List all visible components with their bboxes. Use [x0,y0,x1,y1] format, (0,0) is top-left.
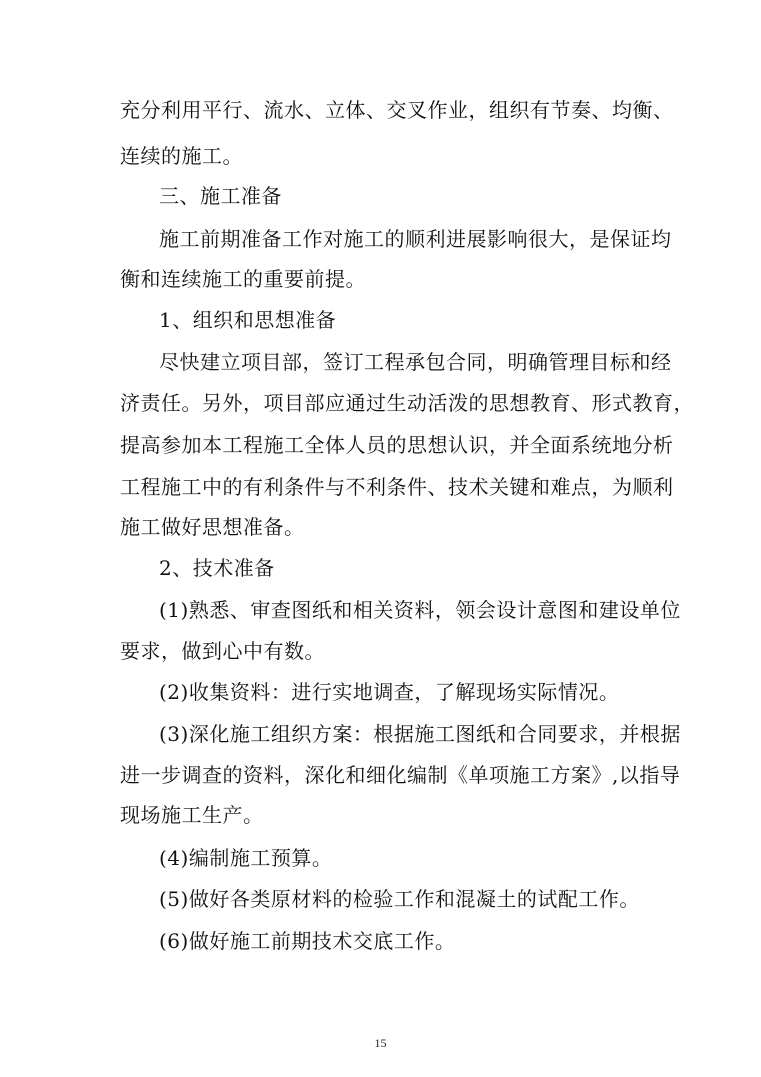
paragraph-line: 施工前期准备工作对施工的顺利进展影响很大，是保证均 [159,227,672,251]
paragraph-line: 提高参加本工程施工全体人员的思想认识，并全面系统地分析 [120,433,674,457]
paragraph-continuation-line: 连续的施工。 [120,144,243,168]
list-item-line: (3)深化施工组织方案：根据施工图纸和合同要求，并根据 [159,722,681,746]
list-item-line: (4)编制施工预算。 [159,846,333,870]
list-item-line: 现场施工生产。 [120,803,264,827]
subsection-heading-organization: 1、组织和思想准备 [159,308,337,332]
list-item-line: 要求，做到心中有数。 [120,639,325,663]
paragraph-line: 衡和连续施工的重要前提。 [120,267,366,291]
list-item-line: 进一步调查的资料，深化和细化编制《单项施工方案》,以指导 [120,763,681,787]
list-item-line: (6)做好施工前期技术交底工作。 [159,929,456,953]
paragraph-line: 工程施工中的有利条件与不利条件、技术关键和难点，为顺利 [120,475,674,499]
subsection-heading-technical: 2、技术准备 [159,556,275,580]
section-heading-preparation: 三、施工准备 [159,184,282,208]
list-item-line: (5)做好各类原材料的检验工作和混凝土的试配工作。 [159,887,640,911]
page-number: 15 [374,1036,387,1050]
paragraph-continuation-line: 充分利用平行、流水、立体、交叉作业，组织有节奏、均衡、 [120,98,674,122]
list-item-line: (1)熟悉、审查图纸和相关资料，领会设计意图和建设单位 [159,598,681,622]
paragraph-line: 济责任。另外，项目部应通过生动活泼的思想教育、形式教育， [120,391,694,415]
list-item-line: (2)收集资料：进行实地调查，了解现场实际情况。 [159,680,620,704]
paragraph-line: 尽快建立项目部，签订工程承包合同，明确管理目标和经 [159,350,672,374]
paragraph-line: 施工做好思想准备。 [120,515,305,539]
